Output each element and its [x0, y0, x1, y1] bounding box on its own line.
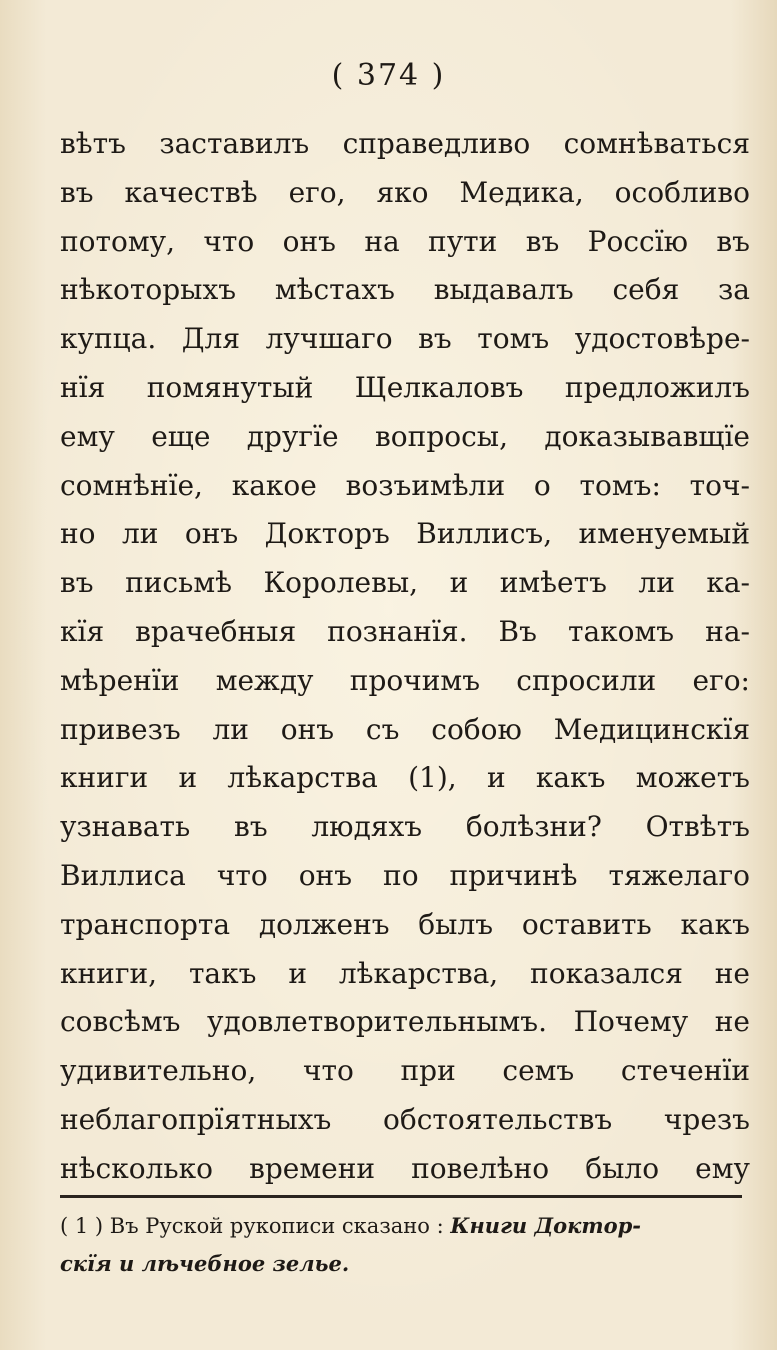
text-line: нѣсколько времени повелѣно было ему: [60, 1151, 750, 1185]
footnote-line-2: [60, 1245, 742, 1283]
footnote: [60, 1207, 742, 1283]
text-line: потому, что онъ на пути въ Россїю въ: [60, 224, 750, 258]
text-line: въ качествѣ его, яко Медика, особливо: [60, 175, 750, 209]
text-line: нїя помянутый Щелкаловъ предложилъ: [60, 370, 750, 404]
text-line: сомнѣнїе, какое возъимѣли о томъ: точ-: [60, 468, 750, 502]
text-line: удивительно, что при семъ стеченїи: [60, 1054, 750, 1088]
footnote-line-1: [60, 1207, 742, 1245]
text-line: кїя врачебныя познанїя. Въ такомъ на-: [60, 614, 750, 648]
page-number: ( 374 ): [331, 58, 446, 93]
footnote-quote-continued: скїя и лѣчебное зелье.: [60, 1251, 350, 1276]
text-line: Виллиса что онъ по причинѣ тяжелаго: [60, 858, 750, 892]
text-line: книги и лѣкарства (1), и какъ можетъ: [60, 761, 750, 795]
footnote-rule: [60, 1195, 742, 1198]
text-line: купца. Для лучшаго въ томъ удостовѣре-: [60, 322, 750, 356]
text-line: транспорта долженъ былъ оставить какъ: [60, 907, 750, 941]
body-text: [60, 120, 750, 1194]
text-line: вѣтъ заставилъ справедливо сомнѣваться: [60, 127, 750, 160]
text-line: неблагопрїятныхъ обстоятельствъ чрезъ: [60, 1102, 750, 1136]
text-line: книги, такъ и лѣкарства, показался не: [60, 956, 750, 990]
text-line: привезъ ли онъ съ собою Медицинскїя: [60, 712, 750, 746]
text-line: ему еще другїе вопросы, доказывавщїе: [60, 419, 750, 453]
text-line: въ письмѣ Королевы, и имѣетъ ли ка-: [60, 566, 750, 600]
text-line: узнавать въ людяхъ болѣзни? Отвѣтъ: [60, 810, 750, 844]
text-line: совсѣмъ удовлетворительнымъ. Почему не: [60, 1005, 750, 1039]
footnote-text: ( 1 ) Въ Руской рукописи сказано :: [60, 1214, 444, 1238]
text-line: нѣкоторыхъ мѣстахъ выдавалъ себя за: [60, 273, 750, 307]
footnote-quote: Книги Доктор-: [450, 1213, 641, 1238]
text-line: но ли онъ Докторъ Виллисъ, именуемый: [60, 517, 750, 551]
text-line: мѣренїи между прочимъ спросили его:: [60, 663, 750, 697]
